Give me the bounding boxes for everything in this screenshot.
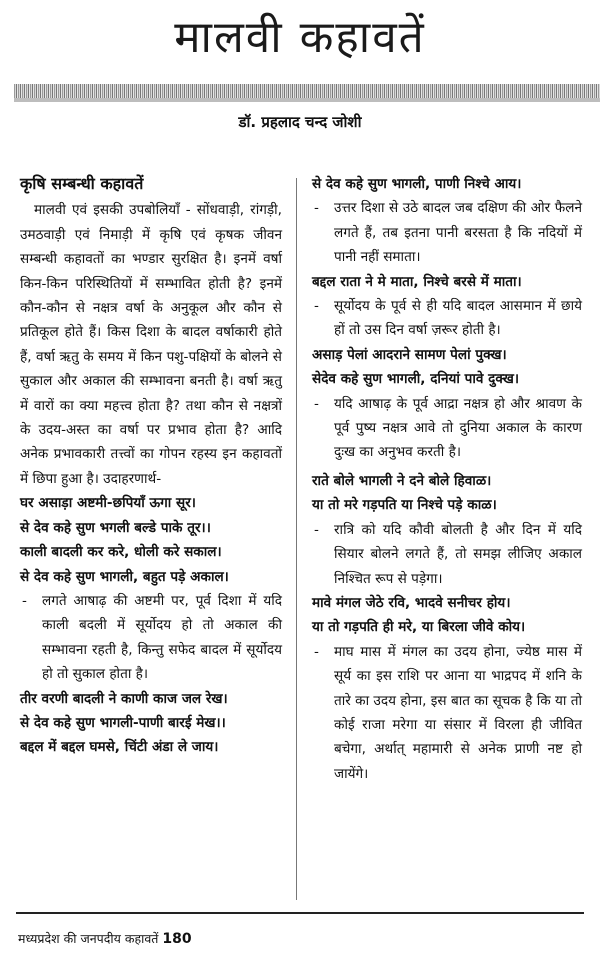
proverb-line: असाड़ पेलां आदराने सामण पेलां पुक्ख।	[312, 346, 507, 363]
proverb-line: से देव कहे सुण भागली-पाणी बारई मेख।।	[20, 714, 226, 731]
explanation-text: सूर्योदय के पूर्व से ही यदि बादल आसमान में छाये हों तो उस दिन वर्षा ज़रूर होती है।	[334, 298, 582, 339]
author-name: डॉ. प्रहलाद चन्द जोशी	[238, 113, 362, 131]
proverb-line: बद्दल राता ने मे माता, निश्चे बरसे में माता।	[312, 273, 522, 290]
explanation-item	[312, 518, 582, 591]
column-divider	[296, 178, 297, 900]
dash-bullet: -	[314, 643, 319, 660]
dash-bullet: -	[314, 298, 319, 315]
page-number: 180	[162, 931, 192, 947]
proverb-line: या तो मरे गड़पति या निश्चे पड़े काळ।	[312, 497, 497, 514]
footer-book-title: मध्यप्रदेश की जनपदीय कहावतें	[18, 931, 159, 946]
proverb-line: मावे मंगल जेठे रवि, भादवे सनीचर होय।	[312, 594, 511, 611]
dash-bullet: -	[22, 592, 27, 609]
proverb-line: से देव कहे सुण भागली, बहुत पड़े अकाल।	[20, 568, 229, 585]
footer-rule	[16, 912, 584, 914]
proverb-line: से देव कहे सुण भागली, पाणी निश्चे आय।	[312, 176, 522, 192]
proverb-line: सेदेव कहे सुण भागली, दनियां पावे दुक्ख।	[312, 371, 519, 388]
proverb-line: या तो गड़पति ही मरे, या बिरला जीवे कोय।	[312, 619, 526, 636]
section-heading: कृषि सम्बन्धी कहावतें	[20, 174, 144, 193]
title-band-underline	[14, 98, 600, 102]
page-footer	[18, 930, 192, 947]
explanation-text: रात्रि को यदि कौवी बोलती है और दिन में यदि सियार बोलने लगते हैं, तो समझ लीजिए अकाल निश्चित रूप से पड़ेगा।	[334, 521, 582, 587]
explanation-item	[312, 392, 582, 465]
proverb-line: राते बोले भागली ने दने बोले हिवाळ।	[312, 472, 492, 489]
explanation-item	[312, 294, 582, 343]
right-column	[312, 172, 582, 786]
title-band-decoration	[14, 84, 600, 98]
proverb-line: काली बादली कर करे, धोली करे सकाल।	[20, 544, 222, 561]
proverb-line: तीर वरणी बादली ने काणी काज जल रेख।	[20, 690, 228, 707]
dash-bullet: -	[314, 200, 319, 217]
explanation-text: माघ मास में मंगल का उदय होना, ज्येष्ठ मास में सूर्य का इस राशि पर आना या भाद्रपद में शनि के तारे का उदय होना, इस बात का सूचक है कि या तो कोई राजा मरेगा या संसार में विरला ही जीवित बचेगा, अर्थात् महामारी से अनेक प्राणी नष्ट हो जायेंगे।	[334, 643, 582, 782]
intro-paragraph: मालवी एवं इसकी उपबोलियाँ - सोंधवाड़ी, रांगड़ी, उमठवाड़ी एवं निमाड़ी में कृषि एवं कृषक जीवन सम्बन्धी कहावतों का भण्डार सुरक्षित है। इनमें वर्षा किन-किन परिस्थितियों में सम्भावित होती है? इनमें कौन-कौन से नक्षत्र वर्षा के अनुकूल और कौन से प्रतिकूल होते हैं। किस दिशा के बादल वर्षाकारी होते हैं, वर्षा ऋतु के समय में किन पशु-पक्षियों के बोलने से सुकाल और अकाल की सम्भावना बनती है। वर्षा ऋतु में वारों का क्या महत्त्व होता है? तथा कौन से नक्षत्रों के उदय-अस्त का वर्षा पर प्रभाव होता है? आदि अनेक प्रभावकारी तत्त्वों का गोपन रहस्य इन कहावतों में छिपा हुआ है। उदाहरणार्थ-	[20, 202, 282, 487]
proverb-line: बद्दल में बद्दल घमसे, चिंटी अंडा ले जाय।	[20, 739, 219, 756]
proverb-line: से देव कहे सुण भगली बल्डे पाके तूर।।	[20, 519, 211, 536]
explanation-item	[20, 589, 282, 687]
dash-bullet: -	[314, 395, 319, 412]
left-column	[20, 172, 282, 760]
explanation-item	[312, 196, 582, 269]
dash-bullet: -	[314, 521, 319, 538]
explanation-text: लगते आषाढ़ की अष्टमी पर, पूर्व दिशा में यदि काली बदली में सूर्योदय हो तो अकाल की सम्भावना रहती है, किन्तु सफेद बादल में सूर्योदय हो तो सुकाल होता है।	[42, 592, 282, 683]
proverb-line: घर असाड़ा अष्टमी-छपियाँ ऊगा सूर।	[20, 495, 196, 512]
explanation-text: यदि आषाढ़ के पूर्व आद्रा नक्षत्र हो और श्रावण के पूर्व पुष्य नक्षत्र आवे तो दुनिया अकाल के कारण दुःख का अनुभव करती है।	[334, 395, 582, 461]
page-title: मालवी कहावतें	[174, 12, 426, 63]
explanation-text: उत्तर दिशा से उठे बादल जब दक्षिण की ओर फैलने लगते हैं, तब इतना पानी बरसता है कि नदियों में पानी नहीं समाता।	[334, 200, 582, 266]
explanation-item	[312, 640, 582, 786]
